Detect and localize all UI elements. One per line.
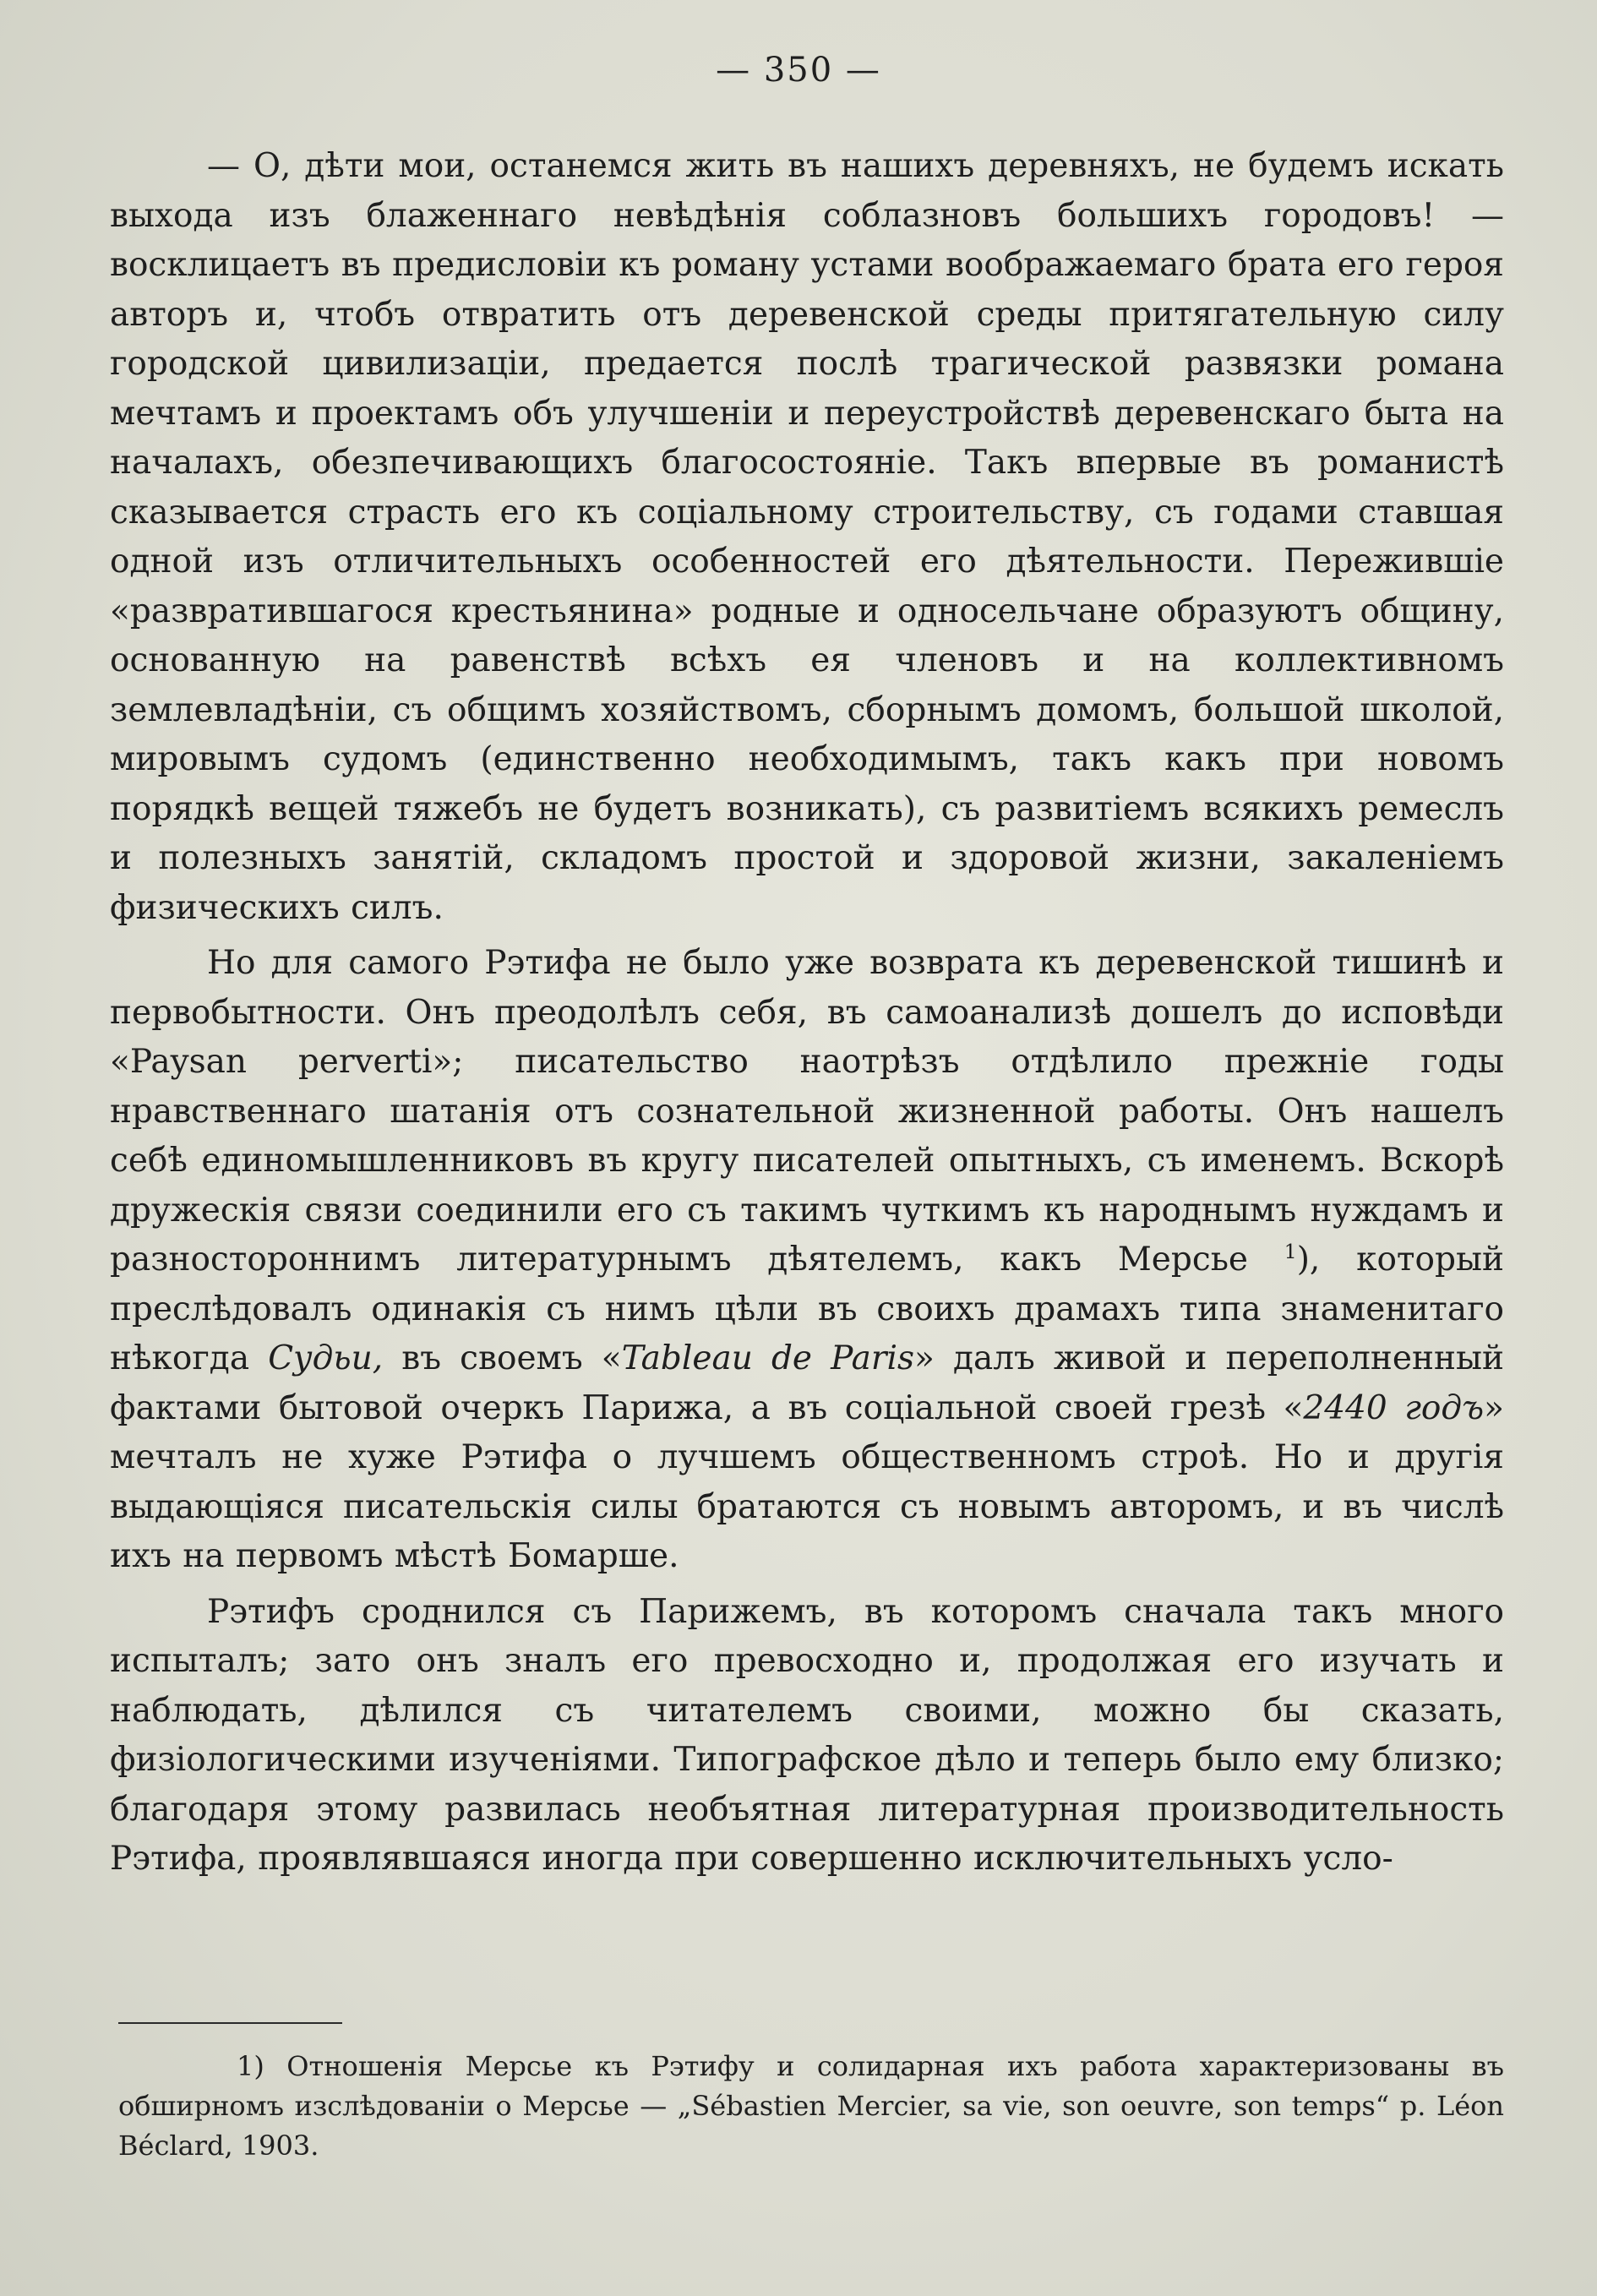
paragraph-2-text-a: Но для самого Рэтифа не было уже возврата къ деревенской тишинѣ и первобытности. Онъ преодолѣлъ себя, въ самоанализѣ дошелъ до исповѣди «Paysan perverti»; писательство наотрѣзъ отдѣлило прежніе годы нравственнаго шатанія отъ сознательной жизненной работы. Онъ нашелъ себѣ единомышленниковъ въ кругу писателей опытныхъ, съ именемъ. Вскорѣ дружескія связи соединили его съ такимъ чуткимъ къ народнымъ нуждамъ и разностороннимъ литературнымъ дѣятелемъ, какъ Мерсье [110,944,1504,1279]
paragraph-2-text-e: » мечталъ не хуже Рэтифа о лучшемъ общественномъ строѣ. Но и другія выдающіяся писательскія силы братаются съ новымъ авторомъ, и въ числѣ ихъ на первомъ мѣстѣ Бомарше. [110,1388,1504,1575]
footnote [118,2047,1504,2166]
footnote-divider [118,2022,342,2024]
paragraph-2-text-b: ), который преслѣдовалъ одинакія съ нимъ цѣли въ своихъ драмахъ типа знаменитаго нѣкогда [110,1241,1504,1377]
paragraph-2-text-d: » далъ живой и переполненный фактами бытовой очеркъ Парижа, а въ соціальной своей грезѣ « [110,1339,1504,1427]
title-sudyi: Судьи, [268,1339,384,1377]
footnote-marker: 1) [237,2050,264,2082]
main-text [110,142,1504,1890]
footnote-reference[interactable]: 1 [1284,1240,1297,1263]
title-tableau-de-paris: Tableau de Paris [621,1339,914,1377]
paragraph-3: Рэтифъ сроднился съ Парижемъ, въ которомъ сначала такъ много испыталъ; зато онъ зналъ его превосходно и, продолжая его изучать и наблюдать, дѣлился съ читателемъ своими, можно бы сказать, физіологическими изученіями. Типографское дѣло и теперь было ему близко; благодаря этому развилась необъятная литературная производительность Рэтифа, проявлявшаяся иногда при совершенно исключительныхъ усло- [110,1592,1504,1878]
footnote-text: Отношенія Мерсье къ Рэтифу и солидарная ихъ работа характеризованы въ обширномъ изслѣдованіи о Мерсье — „Sébastien Mercier, sa vie, son oeuvre, son temps“ p. Léon Béclard, 1903. [118,2050,1505,2162]
page-number: — 350 — [716,51,881,90]
paragraph-1: — О, дѣти мои, останемся жить въ нашихъ деревняхъ, не будемъ искать выхода изъ блаженнаго невѣдѣнія соблазновъ большихъ городовъ! — восклицаетъ въ предисловіи къ роману устами воображаемаго брата его героя авторъ и, чтобъ отвратить отъ деревенской среды притягательную силу городской цивилизаціи, предается послѣ трагической развязки романа мечтамъ и проектамъ объ улучшеніи и переустройствѣ деревенскаго быта на началахъ, обезпечивающихъ благосостояніе. Такъ впервые въ романистѣ сказывается страсть его къ соціальному строительству, съ годами ставшая одной изъ отличительныхъ особенностей его дѣятельности. Пережившіе «развратившагося крестьянина» родные и односельчане образуютъ общину, основанную на равенствѣ всѣхъ ея членовъ и на коллективномъ землевладѣніи, съ общимъ хозяйствомъ, сборнымъ домомъ, большой школой, мировымъ судомъ (единственно необходимымъ, такъ какъ при новомъ порядкѣ вещей тяжебъ не будетъ возникать), съ развитіемъ всякихъ ремеслъ и полезныхъ занятій, складомъ простой и здоровой жизни, закаленіемъ физическихъ силъ. [110,147,1504,927]
title-2440: 2440 годъ [1303,1388,1485,1427]
paragraph-2-text-c: въ своемъ « [383,1339,622,1377]
paragraph-2 [110,939,1504,1582]
